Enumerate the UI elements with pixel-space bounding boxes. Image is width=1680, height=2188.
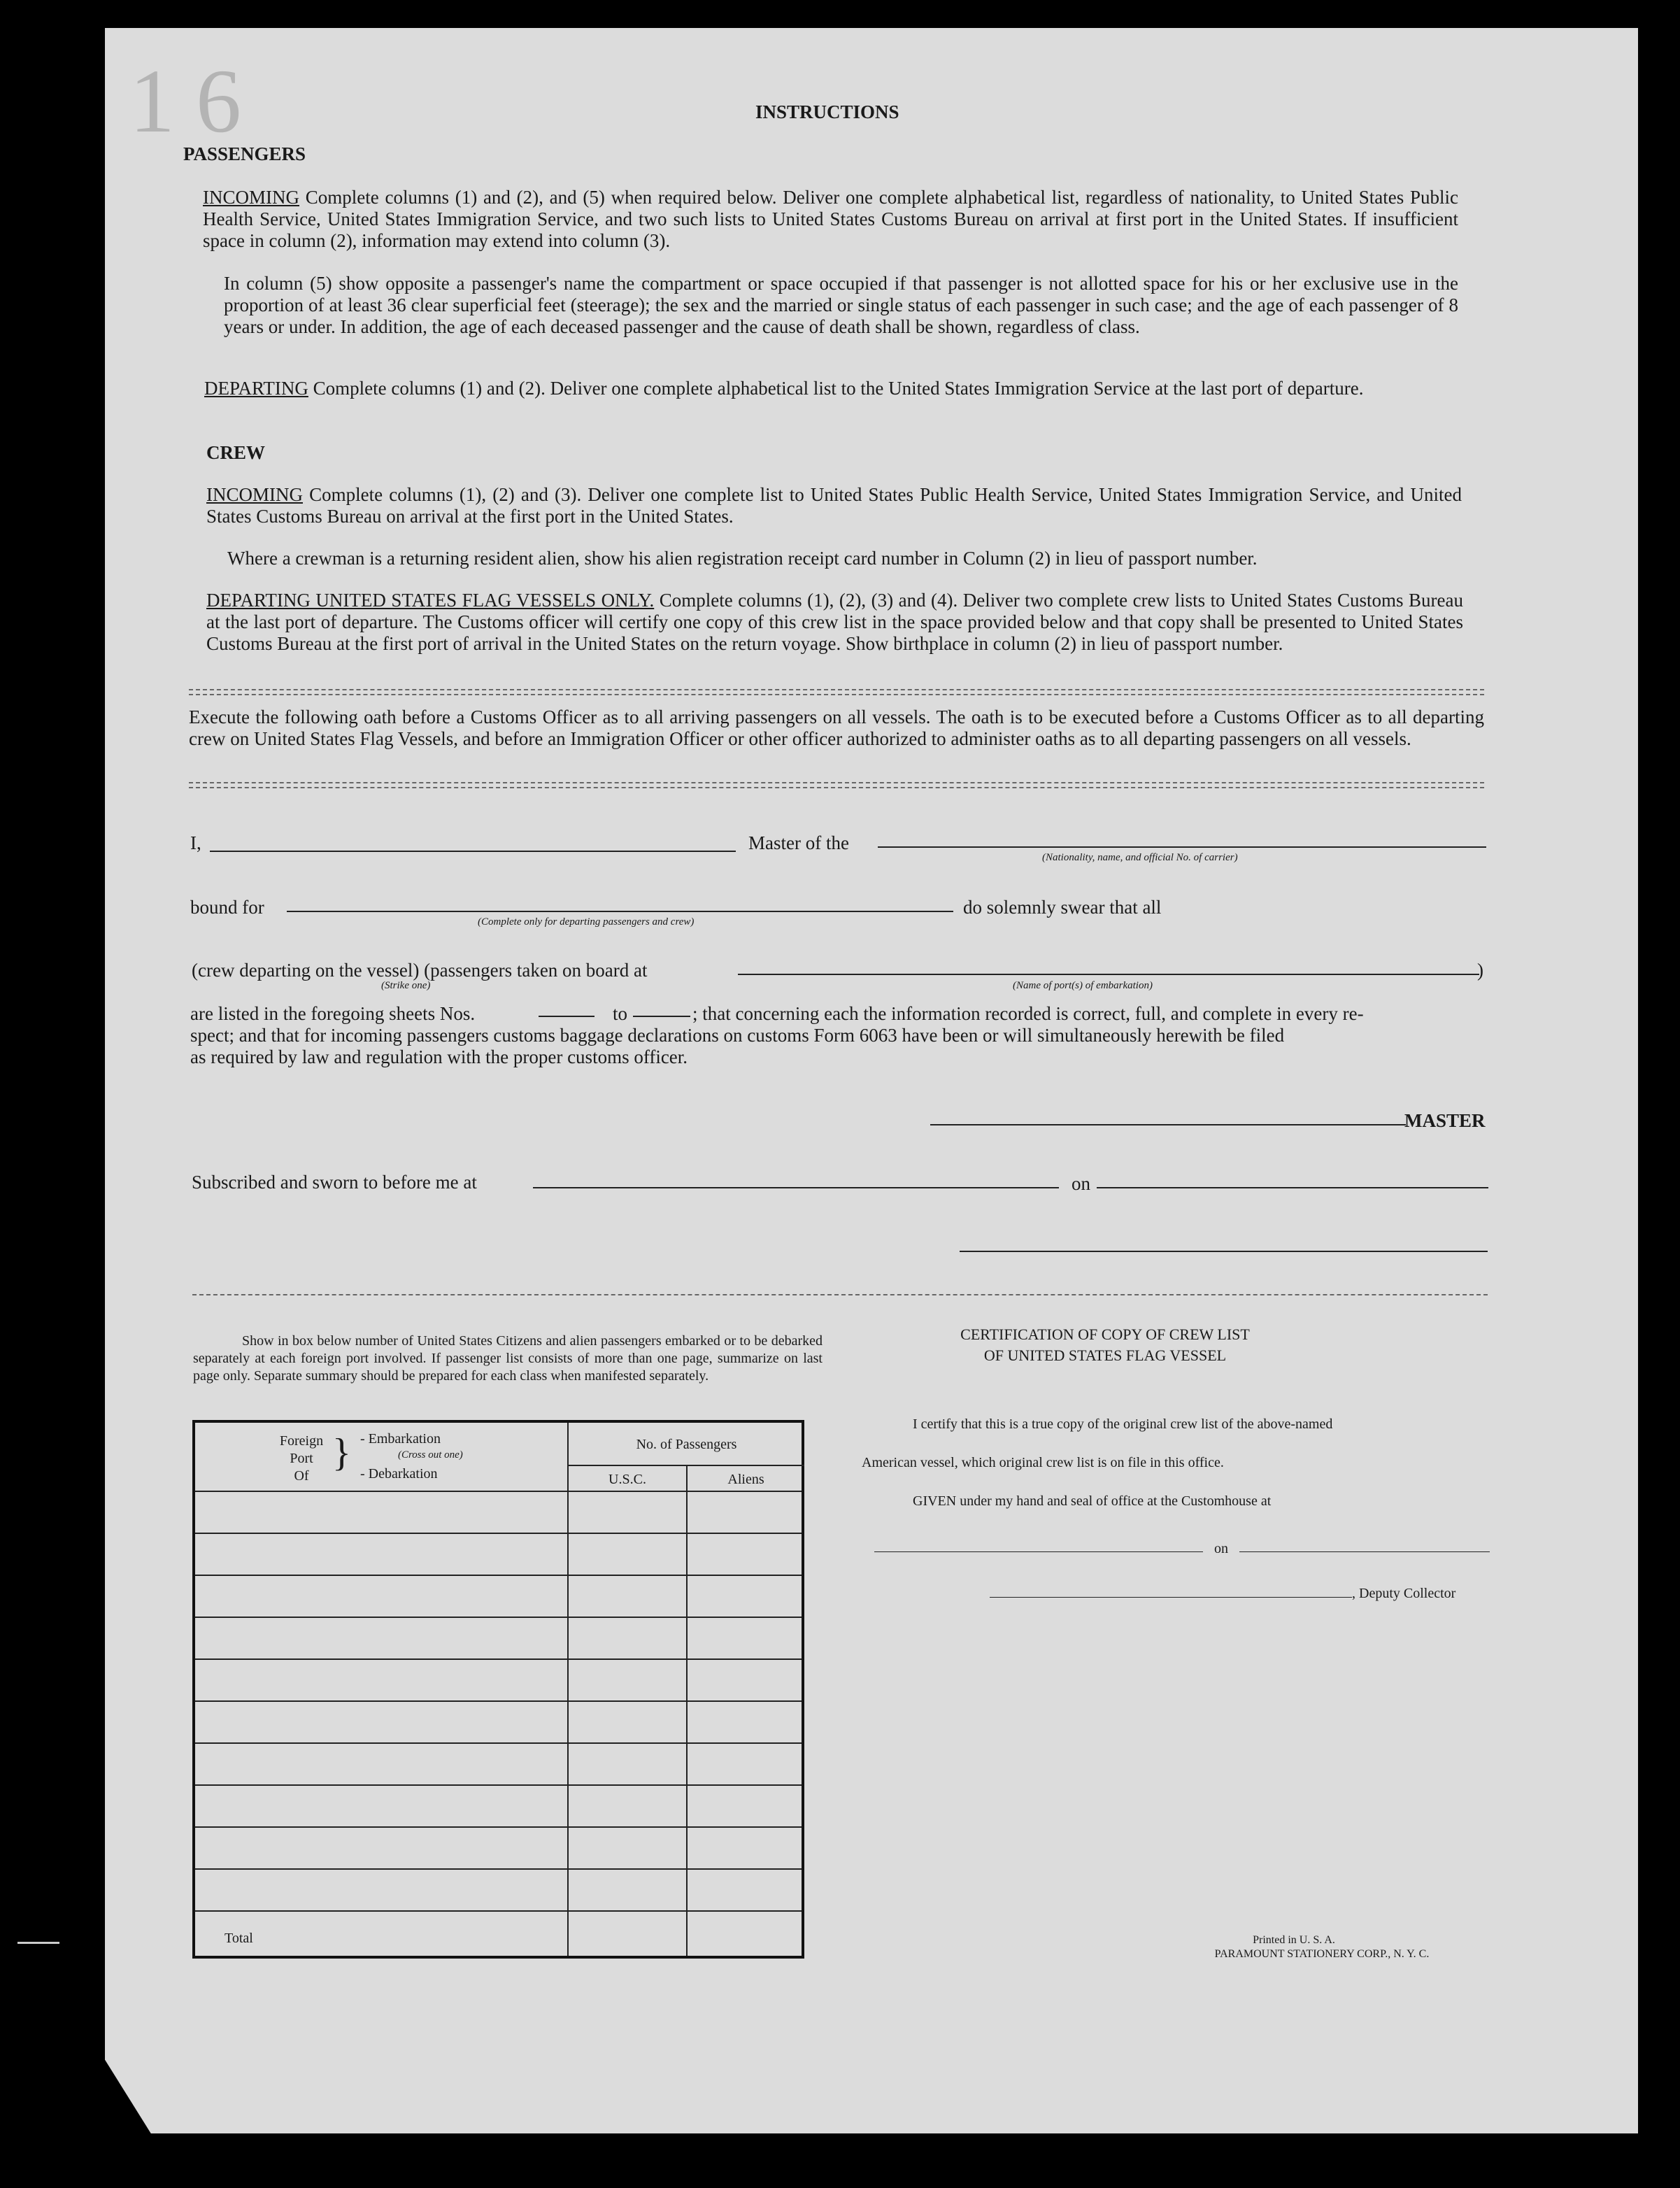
carrier-hint: (Nationality, name, and official No. of carrier)	[1042, 852, 1238, 863]
crew-departing-label: DEPARTING UNITED STATES FLAG VESSELS ONLY.	[206, 590, 655, 611]
passengers-incoming-text: Complete columns (1) and (2), and (5) when required below. Deliver one complete alphabetical list, regardless of nationality, to United States Public Health Service, United States Immigration Service, and two such lists to United States Customs Bureau on arrival at first port in the United States. If insufficient space in column (2), information may extend into column (3).	[203, 187, 1458, 251]
crew-incoming-label: INCOMING	[206, 484, 303, 505]
oath-listed-d: as required by law and regulation with the proper customs officer.	[190, 1046, 688, 1067]
master-signature-field[interactable]	[930, 1124, 1406, 1125]
certification-on: on	[1214, 1541, 1228, 1556]
col-divider-2	[686, 1465, 688, 1956]
sworn-place-field[interactable]	[533, 1187, 1059, 1188]
customhouse-field[interactable]	[874, 1551, 1203, 1552]
oath-intro: Execute the following oath before a Customs Officer as to all arriving passengers on all vessels. The oath is to be executed before a Customs Officer as to all departing crew on United States Flag Vessels, and before an Immigration Officer or other officer authorized to administer oaths as to all departing passengers on all vessels.	[189, 706, 1484, 749]
cross-out-label: (Cross out one)	[398, 1449, 463, 1461]
passengers-incoming-label: INCOMING	[203, 187, 299, 208]
of-label: Of	[294, 1468, 309, 1484]
ports-hint: (Name of port(s) of embarkation)	[1013, 980, 1153, 991]
oath-swear: do solemnly swear that all	[963, 897, 1162, 918]
divider-3	[192, 1294, 1488, 1295]
passengers-departing-text: Complete columns (1) and (2). Deliver one complete alphabetical list to the United States Immigration Service at the last port of departure.	[308, 378, 1364, 399]
row-line	[195, 1868, 802, 1870]
passengers-column5-paragraph: In column (5) show opposite a passenger's name the compartment or space occupied if that passenger is not allotted space for his or her exclusive use in the proportion of at least 36 clear superficial feet (steerage); the sex and the married or single status of each passenger in such case; and the age of each passenger of 8 years or under. In addition, the age of each deceased passenger and the cause of death shall be shown, regardless of class.	[224, 273, 1458, 337]
scan-mark	[17, 1942, 59, 1944]
foreign-port-of	[273, 1433, 329, 1485]
crew-incoming-text: Complete columns (1), (2) and (3). Deliver one complete list to United States Public Health Service, United States Immigration Service, and United States Customs Bureau on arrival at the first port in the United States.	[206, 484, 1462, 527]
passengers-departing-paragraph	[204, 378, 1458, 399]
oath-close-paren: )	[1477, 960, 1483, 981]
passengers-incoming-paragraph	[203, 187, 1458, 252]
row-line	[195, 1617, 802, 1618]
summary-instructions: Show in box below number of United States Citizens and alien passengers embarked or to be debarked separately at each foreign port involved. If passenger list consists of more than one page, summarize on last page only. Separate summary should be prepared for each class when manifested separately.	[193, 1333, 823, 1384]
carrier-field[interactable]	[878, 846, 1486, 848]
embarkation-label: - Embarkation	[360, 1431, 441, 1447]
sworn-date-field[interactable]	[1097, 1187, 1488, 1188]
divider-2	[189, 782, 1484, 783]
oath-subscribed: Subscribed and sworn to before me at	[192, 1172, 477, 1193]
passengers-departing-label: DEPARTING	[204, 378, 308, 399]
oath-listed-b: ; that concerning each the information recorded is correct, full, and complete in every re-	[692, 1003, 1364, 1024]
officer-signature-field[interactable]	[960, 1251, 1488, 1252]
aliens-header: Aliens	[727, 1472, 764, 1487]
passengers-heading: PASSENGERS	[183, 143, 306, 164]
no-passengers-header: No. of Passengers	[636, 1437, 737, 1452]
certification-deputy: , Deputy Collector	[1352, 1586, 1456, 1601]
brace-symbol: }	[332, 1431, 351, 1475]
bound-hint: (Complete only for departing passengers and crew)	[478, 916, 695, 928]
row-line	[195, 1700, 802, 1702]
certification-certify-1: I certify that this is a true copy of the original crew list of the above-named	[913, 1416, 1333, 1432]
oath-listed-c: spect; and that for incoming passengers customs baggage declarations on customs Form 6063 have been or will simultaneously herewith be filed	[190, 1025, 1285, 1046]
oath-on: on	[1072, 1173, 1090, 1194]
debarkation-label: - Debarkation	[360, 1466, 438, 1482]
bound-for-field[interactable]	[287, 911, 953, 912]
printer-line-2: PARAMOUNT STATIONERY CORP., N. Y. C.	[1214, 1948, 1430, 1960]
embarkation-ports-field[interactable]	[738, 974, 1479, 975]
crew-heading: CREW	[206, 442, 266, 463]
page-title: INSTRUCTIONS	[755, 101, 899, 122]
certification-title-2: OF UNITED STATES FLAG VESSEL	[983, 1347, 1227, 1364]
crew-departing-paragraph	[206, 590, 1463, 655]
row-line	[195, 1575, 802, 1576]
master-name-field[interactable]	[210, 851, 736, 852]
foreign-label: Foreign	[279, 1433, 324, 1449]
divider-1b	[189, 694, 1484, 695]
header-subdivider	[569, 1465, 804, 1466]
oath-listed-to: to	[613, 1003, 628, 1024]
page-number: 16	[129, 51, 262, 152]
row-line	[195, 1784, 802, 1786]
row-line	[195, 1826, 802, 1828]
certification-date-field[interactable]	[1239, 1551, 1490, 1552]
certification-certify-2: American vessel, which original crew list is on file in this office.	[862, 1455, 1224, 1470]
oath-crew-departing: (crew departing on the vessel) (passengers taken on board at	[192, 960, 648, 981]
row-line	[195, 1658, 802, 1660]
oath-i-label: I,	[190, 832, 201, 853]
usc-header: U.S.C.	[608, 1472, 646, 1487]
crew-incoming-paragraph	[206, 484, 1462, 527]
col-divider-1	[567, 1423, 569, 1956]
oath-listed-a: are listed in the foregoing sheets Nos.	[190, 1003, 476, 1024]
deputy-signature-field[interactable]	[990, 1597, 1352, 1598]
crew-crewman-paragraph: Where a crewman is a returning resident alien, show his alien registration receipt card number in Column (2) in lieu of passport number.	[227, 548, 1258, 569]
row-line	[195, 1533, 802, 1534]
crew-departing-text: Complete columns (1), (2), (3) and (4). Deliver two complete crew lists to United States Customs Bureau at the last port of departure. The Customs officer will certify one copy of this crew list in the space provided below and that copy shall be presented to United States Customs Bureau at the first port of arrival in the United States on the return voyage. Show birthplace in column (2) in lieu of passport number.	[206, 590, 1463, 654]
row-line	[195, 1910, 802, 1912]
total-label: Total	[225, 1931, 253, 1946]
oath-master-label: MASTER	[1404, 1110, 1486, 1131]
divider-1	[189, 689, 1484, 690]
passenger-summary-table	[192, 1420, 804, 1959]
printer-line-1: Printed in U. S. A.	[1253, 1934, 1335, 1946]
oath-master-of-the: Master of the	[748, 832, 849, 853]
certification-given: GIVEN under my hand and seal of office at the Customhouse at	[913, 1493, 1272, 1509]
row-line	[195, 1742, 802, 1744]
sheet-from-field[interactable]	[539, 1016, 595, 1017]
port-label: Port	[290, 1451, 313, 1466]
certification-title-1: CERTIFICATION OF COPY OF CREW LIST	[960, 1326, 1250, 1343]
strike-one-hint: (Strike one)	[381, 980, 431, 991]
oath-bound-for: bound for	[190, 897, 264, 918]
divider-2b	[189, 787, 1484, 788]
sheet-to-field[interactable]	[633, 1016, 690, 1017]
header-bottom	[195, 1491, 802, 1492]
